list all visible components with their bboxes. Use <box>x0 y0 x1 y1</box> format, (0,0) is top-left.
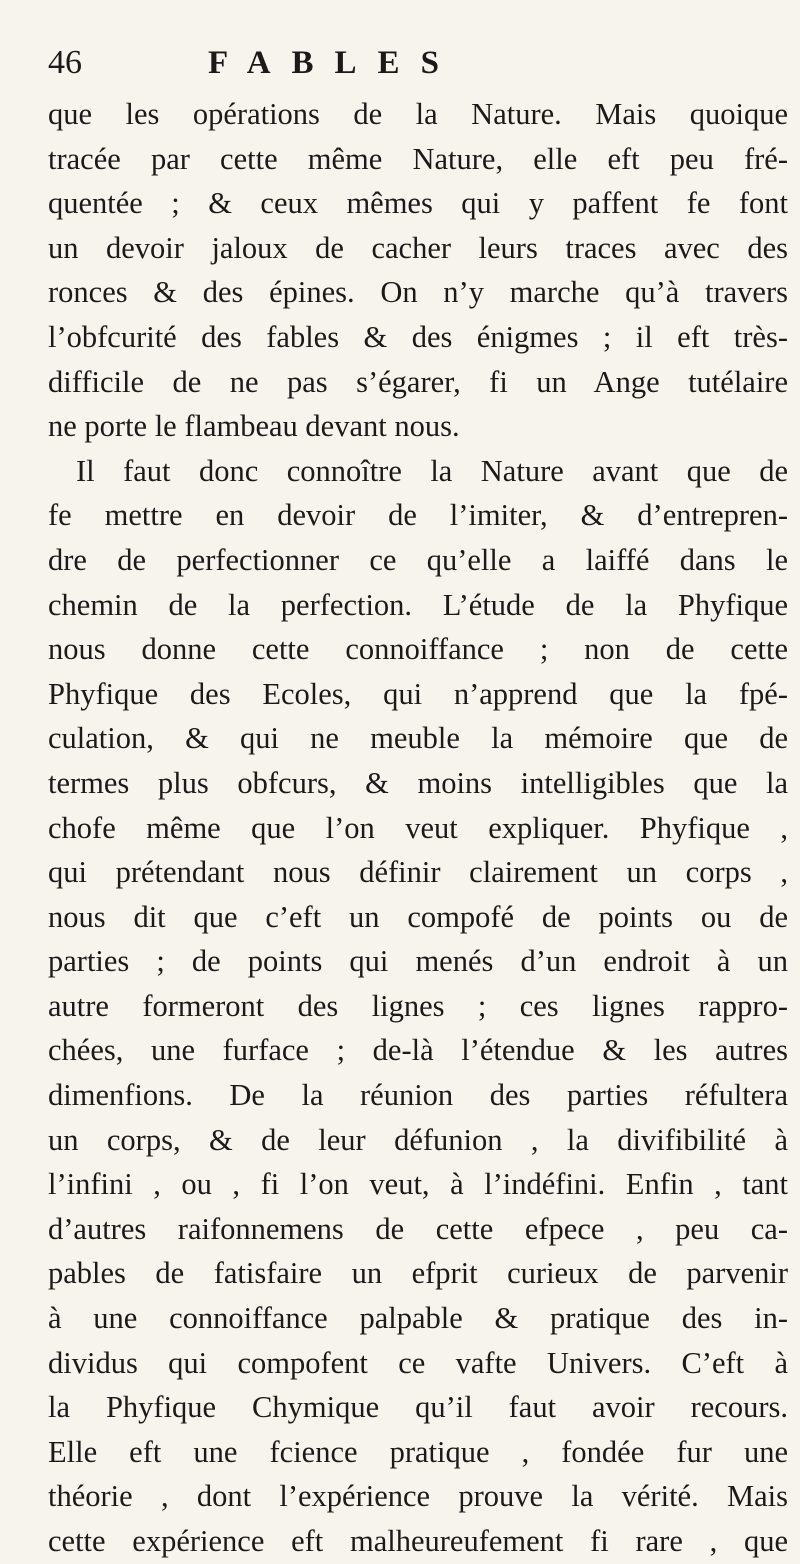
text-line: un devoir jaloux de cacher leurs traces avec des <box>48 230 788 265</box>
text-line: l’obfcurité des fables & des énigmes ; il eft très- <box>48 319 788 354</box>
text-line: nous dit que c’eft un compofé de points ou de <box>48 899 788 934</box>
text-line: chemin de la perfection. L’étude de la Phyfique <box>48 587 788 622</box>
running-title: FABLES <box>208 45 460 81</box>
text-line: dre de perfectionner ce qu’elle a laiffé dans le <box>48 542 788 577</box>
text-line: nous donne cette connoiffance ; non de cette <box>48 632 788 667</box>
page-number: 46 <box>48 44 82 81</box>
text-line: Phyfique des Ecoles, qui n’apprend que la fpé- <box>48 676 788 711</box>
text-line: chofe même que l’on veut expliquer. Phyfique , <box>48 810 788 845</box>
text-line: que les opérations de la Nature. Mais quoique <box>48 97 788 131</box>
text-line: difficile de ne pas s’égarer, fi un Ange tutélaire <box>48 364 788 399</box>
paragraph-end-line: ne porte le flambeau devant nous. <box>48 409 460 444</box>
text-line: qui prétendant nous définir clairement un corps , <box>48 855 788 890</box>
page-header <box>48 40 788 90</box>
text-line: autre formeront des lignes ; ces lignes rappro- <box>48 988 788 1023</box>
text-line: la Phyfique Chymique qu’il faut avoir recours. <box>48 1390 788 1425</box>
text-line: chées, une furface ; de-là l’étendue & les autres <box>48 1033 788 1068</box>
text-line: dividus qui compofent ce vafte Univers. C’eft à <box>48 1345 788 1380</box>
text-line: d’autres raifonnemens de cette efpece , peu ca- <box>48 1211 788 1246</box>
text-line: théorie , dont l’expérience prouve la vérité. Mais <box>48 1479 788 1514</box>
text-line: quentée ; & ceux mêmes qui y paffent fe font <box>48 186 788 221</box>
text-line: parties ; de points qui menés d’un endroit à un <box>48 944 788 979</box>
text-line: ronces & des épines. On n’y marche qu’à travers <box>48 275 788 310</box>
text-line: à une connoiffance palpable & pratique des in- <box>48 1301 788 1336</box>
text-line: tracée par cette même Nature, elle eft peu fré- <box>48 141 788 176</box>
text-line: culation, & qui ne meuble la mémoire que de <box>48 721 788 756</box>
text-line: fe mettre en devoir de l’imiter, & d’entrepren- <box>48 498 788 533</box>
text-line: un corps, & de leur défunion , la divifibilité à <box>48 1122 788 1157</box>
text-line: Elle eft une fcience pratique , fondée fur une <box>48 1434 788 1469</box>
text-line: dimenfions. De la réunion des parties réfultera <box>48 1078 788 1113</box>
text-line: l’infini , ou , fi l’on veut, à l’indéfini. Enfin , tant <box>48 1167 788 1202</box>
body-text <box>48 92 788 1564</box>
text-line: cette expérience eft malheureufement fi rare , que <box>48 1524 788 1558</box>
text-line: pables de fatisfaire un efprit curieux de parvenir <box>48 1256 788 1291</box>
paragraph-start-line: Il faut donc connoître la Nature avant que de <box>76 453 788 488</box>
text-line: termes plus obfcurs, & moins intelligibles que la <box>48 765 788 800</box>
